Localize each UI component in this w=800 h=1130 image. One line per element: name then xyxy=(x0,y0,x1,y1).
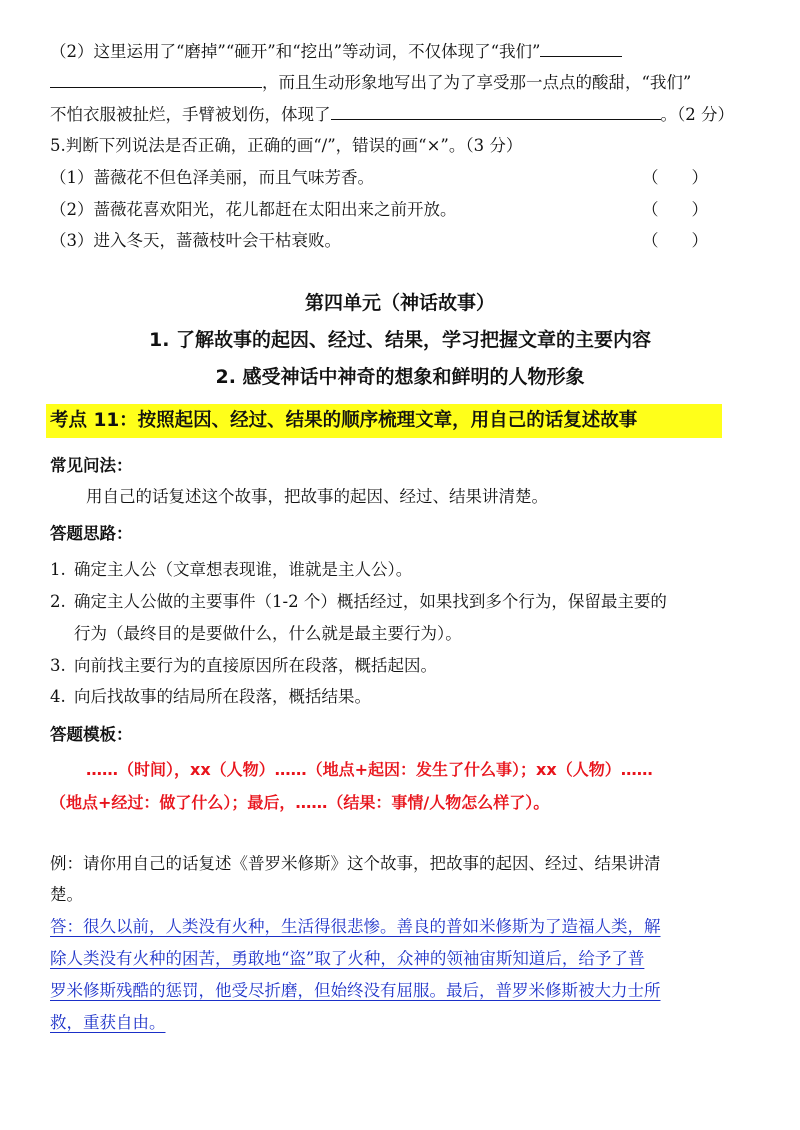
answer-blank-1[interactable] xyxy=(540,38,622,57)
unit-title: 第四单元（神话故事） xyxy=(304,292,495,314)
template-heading: 答题模板： xyxy=(50,725,133,744)
q5-item-3: （3）进入冬天，蔷薇枝叶会干枯衰败。 （ ） xyxy=(50,228,756,254)
example-answer-line-1: 答：很久以前，人类没有火种，生活得很悲惨。善良的普如米修斯为了造福人类，解 xyxy=(50,917,661,936)
kaodian-highlight xyxy=(46,404,722,438)
template-line-2: （地点+经过：做了什么）；最后，……（结果：事情/人物怎么样了）。 xyxy=(50,793,550,812)
q4-part2-line2: ，而且生动形象地写出了为了享受那一点点的酸甜，“我们” xyxy=(50,69,756,95)
approach-step-4: 4. 向后找故事的结局所在段落，概括结果。 xyxy=(50,687,371,706)
common-question-heading: 常见问法： xyxy=(50,456,133,475)
unit-goal-1: 1. 了解故事的起因、经过、结果，学习把握文章的主要内容 xyxy=(148,329,652,351)
kaodian-text: 考点 11：按照起因、经过、结果的顺序梳理文章，用自己的话复述故事 xyxy=(50,410,638,431)
example-answer-line-2: 除人类没有火种的困苦，勇敢地“盗”取了火种，众神的领袖宙斯知道后，给予了普 xyxy=(50,949,645,968)
answer-paren-1[interactable]: （ ） xyxy=(642,168,708,187)
approach-step-2: 2. 确定主人公做的主要事件（1-2 个）概括经过，如果找到多个行为，保留最主要的 xyxy=(50,592,667,611)
unit-goal-2: 2. 感受神话中神奇的想象和鲜明的人物形象 xyxy=(215,366,585,388)
template-line-1: ……（时间），xx（人物）……（地点+起因：发生了什么事）；xx（人物）…… xyxy=(86,760,653,779)
approach-step-2-cont: 行为（最终目的是要做什么，什么就是最主要行为）。 xyxy=(74,624,462,643)
answer-blank-3[interactable] xyxy=(331,101,661,120)
q5-item-1: （1）蔷薇花不但色泽美丽，而且气味芳香。 （ ） xyxy=(50,165,756,191)
example-question-line-2: 楚。 xyxy=(50,885,83,904)
answer-paren-2[interactable]: （ ） xyxy=(642,200,708,219)
common-question-text: 用自己的话复述这个故事，把故事的起因、经过、结果讲清楚。 xyxy=(86,487,548,506)
q5-item-2: （2）蔷薇花喜欢阳光，花儿都赶在太阳出来之前开放。 （ ） xyxy=(50,197,756,223)
q5-title: 5.判断下列说法是否正确，正确的画“/”，错误的画“×”。（3 分） xyxy=(50,136,523,155)
q4-part2-line3: 不怕衣服被扯烂，手臂被划伤，体现了 。（2 分） xyxy=(50,101,756,127)
example-answer-line-4: 救，重获自由。 xyxy=(50,1013,166,1032)
answer-blank-2[interactable] xyxy=(50,69,262,88)
example-answer-line-3: 罗米修斯残酷的惩罚，他受尽折磨，但始终没有屈服。最后，普罗米修斯被大力士所 xyxy=(50,981,661,1000)
example-question-line-1: 例：请你用自己的话复述《普罗米修斯》这个故事，把故事的起因、经过、结果讲清 xyxy=(50,854,661,873)
answer-paren-3[interactable]: （ ） xyxy=(642,231,708,250)
q4-part2-line1: （2）这里运用了“磨掉”“砸开”和“挖出”等动词，不仅体现了“我们” xyxy=(50,38,756,64)
approach-step-3: 3. 向前找主要行为的直接原因所在段落，概括起因。 xyxy=(50,656,437,675)
approach-step-1: 1. 确定主人公（文章想表现谁，谁就是主人公）。 xyxy=(50,560,413,579)
approach-heading: 答题思路： xyxy=(50,524,133,543)
